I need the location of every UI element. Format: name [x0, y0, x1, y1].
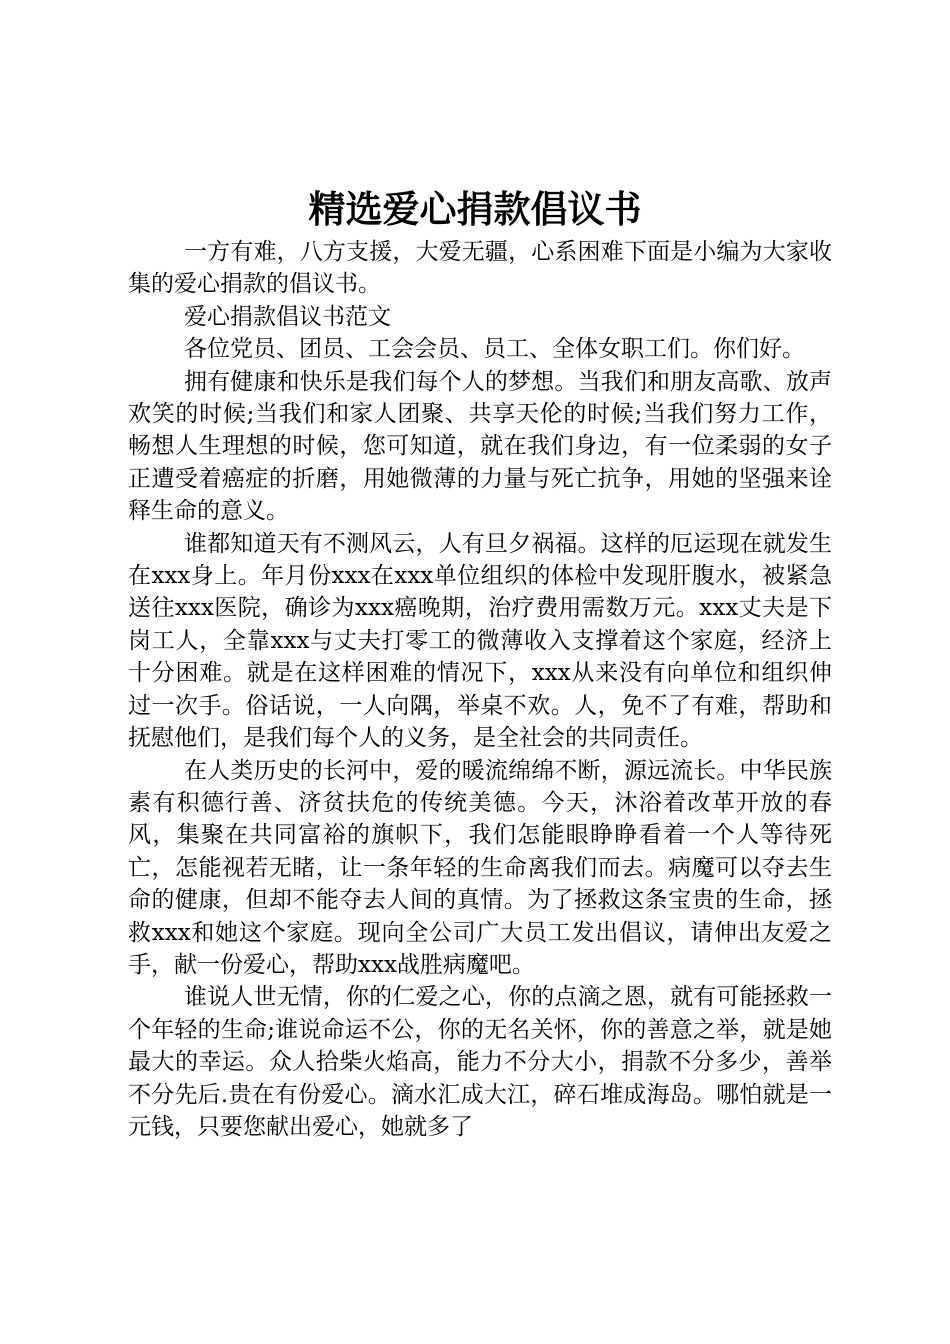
- paragraph-greeting: 各位党员、团员、工会会员、员工、全体女职工们。你们好。: [184, 336, 805, 363]
- document-body: [128, 236, 832, 1143]
- paragraph-appeal: 在人类历史的长河中，爱的暖流绵绵不断，源远流长。中华民族素有积德行善、济贫扶危的传统美德。今天，沐浴着改革开放的春风，集聚在共同富裕的旗帜下，我们怎能眼睁睁看着一个人等待死亡，怎能视若无睹，让一条年轻的生命离我们而去。病魔可以夺去生命的健康，但却不能夺去人间的真情。为了拯救这条宝贵的生命，拯救xxx和她这个家庭。现向全公司广大员工发出倡议，请伸出友爱之手，献一份爱心，帮助xxx战胜病魔吧。: [128, 757, 832, 978]
- document-title: 精选爱心捐款倡议书: [308, 187, 642, 231]
- paragraph-kindness: 谁说人世无情，你的仁爱之心，你的点滴之恩，就有可能拯救一个年轻的生命;谁说命运不公，你的无名关怀，你的善意之举，就是她最大的幸运。众人拾柴火焰高，能力不分大小，捐款不分多少，善举不分先后.贵在有份爱心。滴水汇成大江，碎石堆成海岛。哪怕就是一元钱，只要您献出爱心，她就多了: [128, 984, 832, 1140]
- paragraph-dream: 拥有健康和快乐是我们每个人的梦想。当我们和朋友高歌、放声欢笑的时候;当我们和家人团聚、共享天伦的时候;当我们努力工作，畅想人生理想的时候，您可知道，就在我们身边，有一位柔弱的女子正遭受着癌症的折磨，用她微薄的力量与死亡抗争，用她的坚强来诠释生命的意义。: [128, 368, 832, 525]
- paragraph-misfortune: 谁都知道天有不测风云，人有旦夕祸福。这样的厄运现在就发生在xxx身上。年月份xxx在xxx单位组织的体检中发现肝腹水，被紧急送往xxx医院，确诊为xxx癌晚期，治疗费用需数万元。xxx丈夫是下岗工人，全靠xxx与丈夫打零工的微薄收入支撑着这个家庭，经济上十分困难。就是在这样困难的情况下，xxx从来没有向单位和组织伸过一次手。俗话说，一人向隅，举桌不欢。人，免不了有难，帮助和抚慰他们，是我们每个人的义务，是全社会的共同责任。: [128, 530, 832, 752]
- paragraph-intro: 一方有难，八方支援，大爱无疆，心系困难下面是小编为大家收集的爱心捐款的倡议书。: [128, 239, 832, 298]
- paragraph-subtitle: 爱心捐款倡议书范文: [184, 303, 391, 330]
